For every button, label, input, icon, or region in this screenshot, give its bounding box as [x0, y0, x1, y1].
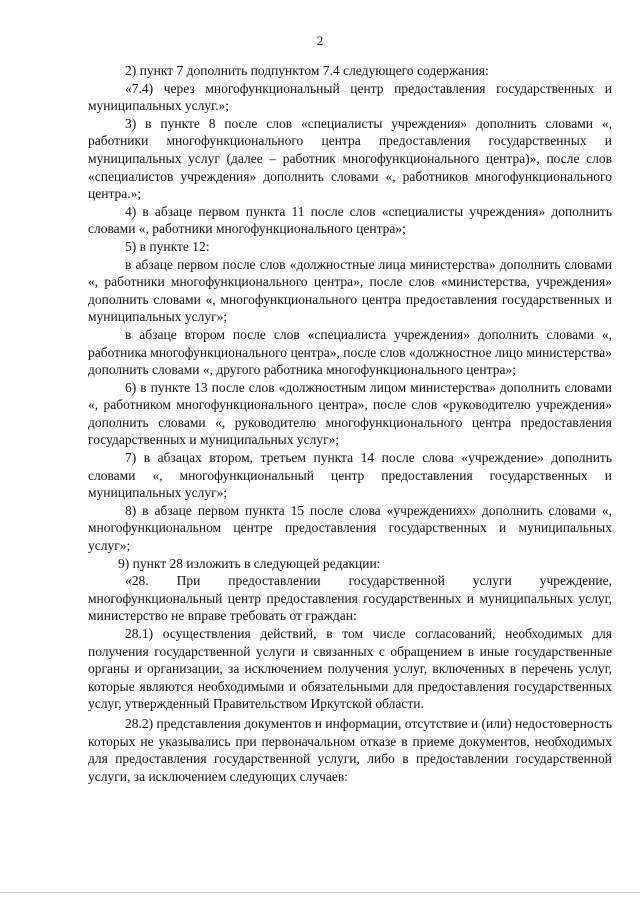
- paragraph-point-28: «28. При предоставлении государственной услуги учреждение, многофункциональный центр предоставления государственных и муниципальных услуг, министерство не вправе требовать от граждан:: [88, 573, 612, 624]
- document-body: [88, 62, 612, 785]
- paragraph-item-6: 6) в пункте 13 после слов «должностным лицом министерства» дополнить словами «, работником многофункционального центра», после слов «руководителю учреждения» дополнить словами «, руководителю многофункционального центра предоставления государственных и муниципальных услуг»;: [88, 379, 612, 448]
- paragraph-item-5-abz-2: в абзаце втором после слов «специалиста учреждения» дополнить словами «, работника многофункционального центра», после слов «должностное лицо министерства» дополнить словами «, другого работника многофункционального центра»;: [88, 326, 612, 378]
- paragraph-item-2: 2) пункт 7 дополнить подпунктом 7.4 следующего содержания:: [125, 63, 489, 78]
- paragraph-item-9: 9) пункт 28 изложить в следующей редакции:: [118, 555, 381, 571]
- paragraph-item-3: 3) в пункте 8 после слов «специалисты учреждения» дополнить словами «, работники многофункционального центра предоставления государственных и муниципальных услуг (далее – работник многофункционального центра)», после слов «специалистов учреждения» дополнить словами «, работников многофункционального центра.»;: [88, 115, 612, 202]
- paragraph-item-4: 4) в абзаце первом пункта 11 после слов «специалисты учреждения» дополнить словами «, работники многофункционального центра»;: [88, 203, 612, 237]
- paragraph-point-28-1: 28.1) осуществления действий, в том числе согласований, необходимых для получения государственной услуги и связанных с обращением в иные государственные органы и организации, за исключением получения услуг, включенных в перечень услуг, которые являются необходимыми и обязательными для предоставления государственных услуг, утвержденный Правительством Иркутской области.: [88, 626, 612, 712]
- paragraph-item-5-abz-1: в абзаце первом после слов «должностные лица министерства» дополнить словами «, работники многофункционального центра», после слов «министерства, учреждения» дополнить словами «, многофункционального центра предоставления государственных и муниципальных услуг»;: [88, 256, 612, 325]
- page-bottom-edge: [0, 892, 640, 893]
- page-number: 2: [316, 33, 324, 48]
- paragraph-item-7: 7) в абзацах втором, третьем пункта 14 после слова «учреждение» дополнить словами «, многофункциональный центр предоставления государственных и муниципальных услуг»;: [88, 450, 612, 501]
- paragraph-quote-7-4: «7.4) через многофункциональный центр предоставления государственных и муниципальных услуг.»;: [88, 80, 612, 114]
- paragraph-item-8: 8) в абзаце первом пункта 15 после слова «учреждениях» дополнить словами «, многофункциональном центре предоставления государственных и муниципальных услуг»;: [88, 502, 612, 554]
- paragraph-item-5: 5) в пункте 12:: [125, 238, 210, 254]
- paragraph-point-28-2: 28.2) представления документов и информации, отсутствие и (или) недостоверность которых не указывались при первоначальном отказе в приеме документов, необходимых для предоставления государственной услуги, либо в предоставлении государственной услуги, за исключением следующих случаев:: [88, 715, 612, 784]
